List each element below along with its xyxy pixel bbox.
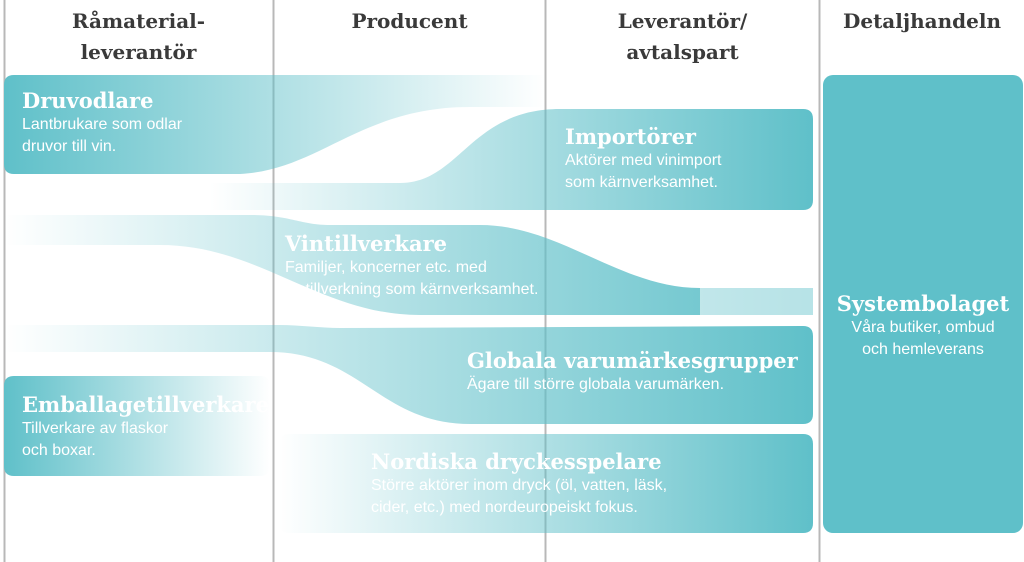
column-header-ramaterial: Råmaterial- leverantör bbox=[71, 9, 206, 64]
druvodlare-label bbox=[22, 87, 182, 158]
globala-label bbox=[467, 347, 798, 396]
nordiska-label bbox=[371, 448, 667, 519]
column-header-leverantor: Leverantör/ avtalspart bbox=[617, 9, 748, 64]
column-header-producent: Producent bbox=[351, 9, 468, 33]
emballage-label bbox=[22, 391, 269, 462]
importorer-title: Importörer bbox=[565, 124, 696, 149]
nordiska-desc: Större aktörer inom dryck (öl, vatten, läsk, cider, etc.) med nordeuropeiskt fokus. bbox=[371, 477, 668, 516]
emballage-title: Emballagetillverkare bbox=[22, 392, 269, 417]
systembolaget-title: Systembolaget bbox=[836, 291, 1010, 316]
column-header-detaljhandeln: Detaljhandeln bbox=[843, 9, 1001, 33]
systembolaget-label bbox=[823, 290, 1023, 361]
globala-title: Globala varumärkesgrupper bbox=[467, 348, 798, 373]
druvodlare-desc: Lantbrukare som odlar druvor till vin. bbox=[22, 116, 183, 155]
importorer-desc: Aktörer med vinimport som kärnverksamhet. bbox=[565, 152, 722, 191]
vintillverkare-desc: Familjer, koncerner etc. med vintillverkning som kärnverksamhet. bbox=[285, 259, 539, 298]
druvodlare-title: Druvodlare bbox=[22, 88, 154, 113]
globala-desc: Ägare till större globala varumärken. bbox=[467, 376, 725, 393]
systembolaget-desc: Våra butiker, ombud och hemleverans bbox=[851, 319, 995, 358]
emballage-desc: Tillverkare av flaskor och boxar. bbox=[22, 420, 169, 459]
vintillverkare-label bbox=[285, 230, 538, 301]
vintillverkare-band-tail bbox=[700, 288, 813, 315]
vintillverkare-title: Vintillverkare bbox=[285, 231, 448, 256]
nordiska-title: Nordiska dryckesspelare bbox=[371, 449, 662, 474]
importorer-label bbox=[565, 123, 722, 194]
